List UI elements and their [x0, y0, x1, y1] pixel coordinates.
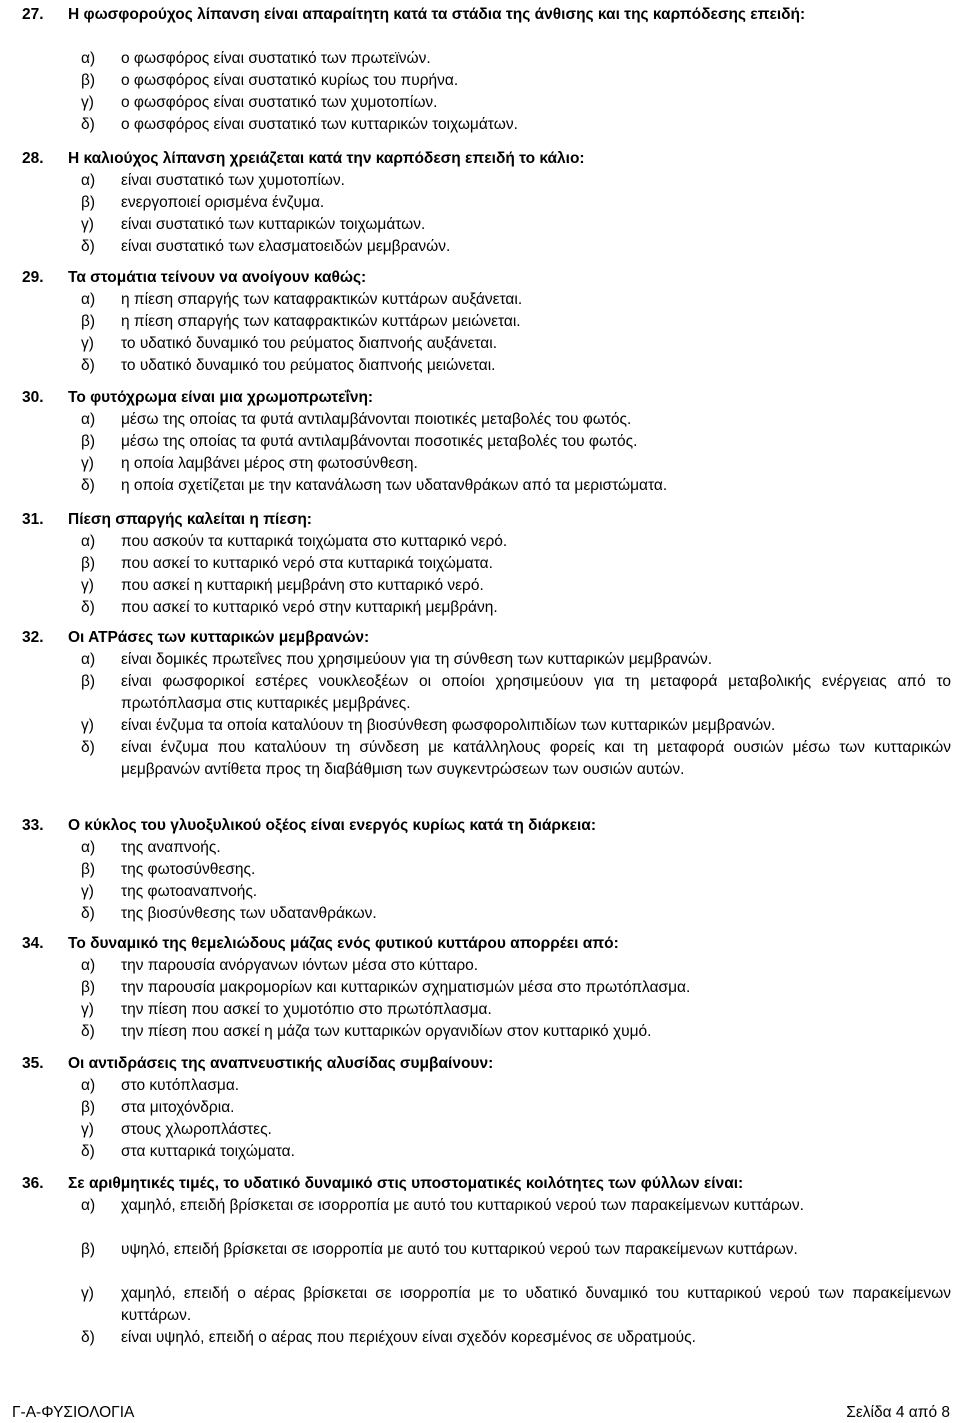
- option-letter: γ): [81, 1285, 94, 1302]
- option-letter: δ): [81, 1023, 95, 1040]
- option-letter: δ): [81, 599, 95, 616]
- option-letter: β): [81, 673, 96, 690]
- option-text: την παρουσία ανόργανων ιόντων μέσα στο κύτταρο.: [121, 957, 479, 974]
- option-letter: γ): [81, 1121, 94, 1138]
- option-letter: β): [81, 433, 96, 450]
- option-text: της αναπνοής.: [121, 839, 221, 856]
- option-text: είναι φωσφορικοί εστέρες νουκλεοξέων οι οποίοι χρησιμεύουν για τη μεταφορά μεταβολικής ενέργειας από το πρωτόπλασμα στις κυτταρικές μεμβράνες.: [121, 673, 951, 712]
- option-text: στους χλωροπλάστες.: [121, 1121, 272, 1138]
- question-stem: Τα στομάτια τείνουν να ανοίγουν καθώς:: [68, 269, 367, 286]
- question-stem: Το φυτόχρωμα είναι μια χρωμοπρωτεΐνη:: [68, 389, 374, 406]
- option-text: ο φωσφόρος είναι συστατικό κυρίως του πυρήνα.: [121, 72, 459, 89]
- question-number: 29.: [22, 269, 44, 286]
- question-number: 31.: [22, 511, 44, 528]
- option-letter: γ): [81, 577, 94, 594]
- option-text: την παρουσία μακρομορίων και κυτταρικών σχηματισμών μέσα στο πρωτόπλασμα.: [121, 979, 691, 996]
- option-text: της βιοσύνθεσης των υδατανθράκων.: [121, 905, 377, 922]
- option-text: μέσω της οποίας τα φυτά αντιλαμβάνονται ποιοτικές μεταβολές του φωτός.: [121, 411, 632, 428]
- option-letter: α): [81, 533, 96, 550]
- option-letter: α): [81, 411, 96, 428]
- option-letter: β): [81, 1099, 96, 1116]
- question-number: 36.: [22, 1175, 44, 1192]
- option-text: είναι συστατικό των κυτταρικών τοιχωμάτων.: [121, 216, 426, 233]
- option-text: είναι συστατικό των χυμοτοπίων.: [121, 172, 345, 189]
- option-letter: δ): [81, 1329, 95, 1346]
- option-text: που ασκεί η κυτταρική μεμβράνη στο κυτταρικό νερό.: [121, 577, 484, 594]
- option-letter: α): [81, 957, 96, 974]
- option-text: είναι συστατικό των ελασματοειδών μεμβρανών.: [121, 238, 451, 255]
- question-stem: Σε αριθμητικές τιμές, το υδατικό δυναμικό στις υποστοματικές κοιλότητες των φύλλων είναι:: [68, 1175, 744, 1192]
- option-text: το υδατικό δυναμικό του ρεύματος διαπνοής αυξάνεται.: [121, 335, 498, 352]
- question-number: 32.: [22, 629, 44, 646]
- option-text: ενεργοποιεί ορισμένα ένζυμα.: [121, 194, 325, 211]
- option-text: είναι δομικές πρωτεΐνες που χρησιμεύουν για τη σύνθεση των κυτταρικών μεμβρανών.: [121, 651, 713, 668]
- option-letter: δ): [81, 477, 95, 494]
- option-text: της φωτοσύνθεσης.: [121, 861, 256, 878]
- option-letter: β): [81, 313, 96, 330]
- question-stem: Οι αντιδράσεις της αναπνευστικής αλυσίδας συμβαίνουν:: [68, 1055, 494, 1072]
- question-stem: Οι ΑΤΡάσες των κυτταρικών μεμβρανών:: [68, 629, 370, 646]
- question-number: 30.: [22, 389, 44, 406]
- option-letter: β): [81, 72, 96, 89]
- option-text: ο φωσφόρος είναι συστατικό των πρωτεϊνών.: [121, 50, 431, 67]
- option-text: στα μιτοχόνδρια.: [121, 1099, 235, 1116]
- option-text: στο κυτόπλασμα.: [121, 1077, 240, 1094]
- option-letter: α): [81, 651, 96, 668]
- option-letter: β): [81, 555, 96, 572]
- option-letter: β): [81, 979, 96, 996]
- option-letter: α): [81, 172, 96, 189]
- option-letter: γ): [81, 717, 94, 734]
- option-letter: α): [81, 291, 96, 308]
- option-letter: β): [81, 861, 96, 878]
- option-letter: β): [81, 1241, 96, 1258]
- question-number: 27.: [22, 6, 44, 23]
- option-text: ο φωσφόρος είναι συστατικό των κυτταρικών τοιχωμάτων.: [121, 116, 518, 133]
- option-letter: α): [81, 839, 96, 856]
- option-letter: δ): [81, 1143, 95, 1160]
- option-text: που ασκεί το κυτταρικό νερό στα κυτταρικά τοιχώματα.: [121, 555, 493, 572]
- option-text: η πίεση σπαργής των καταφρακτικών κυττάρων αυξάνεται.: [121, 291, 523, 308]
- question-number: 35.: [22, 1055, 44, 1072]
- option-text: χαμηλό, επειδή ο αέρας βρίσκεται σε ισορροπία με το υδατικό δυναμικό του κυτταρικού νερού των παρακείμενων κυττάρων.: [121, 1285, 951, 1324]
- option-letter: α): [81, 1197, 96, 1214]
- option-letter: β): [81, 194, 96, 211]
- option-text: που ασκεί το κυτταρικό νερό στην κυτταρική μεμβράνη.: [121, 599, 498, 616]
- option-letter: δ): [81, 238, 95, 255]
- footer-page-number: Σελίδα 4 από 8: [846, 1404, 950, 1421]
- option-text: ο φωσφόρος είναι συστατικό των χυμοτοπίων.: [121, 94, 438, 111]
- option-letter: α): [81, 50, 96, 67]
- question-stem: Η φωσφορούχος λίπανση είναι απαραίτητη κατά τα στάδια της άνθισης και της καρπόδεσης επειδή:: [68, 6, 806, 23]
- option-text: το υδατικό δυναμικό του ρεύματος διαπνοής μειώνεται.: [121, 357, 496, 374]
- option-text: την πίεση που ασκεί η μάζα των κυτταρικών οργανιδίων στον κυτταρικό χυμό.: [121, 1023, 652, 1040]
- option-text: είναι ένζυμα που καταλύουν τη σύνδεση με κατάλληλους φορείς και τη μεταφορά ουσιών μέσω των κυτταρικών μεμβρανών αντίθετα προς τη διαβάθμιση των συγκεντρώσεων των ουσιών αυτών.: [121, 739, 951, 778]
- option-text: η οποία σχετίζεται με την κατανάλωση των υδατανθράκων από τα μεριστώματα.: [121, 477, 668, 494]
- option-letter: γ): [81, 455, 94, 472]
- option-text: την πίεση που ασκεί το χυμοτόπιο στο πρωτόπλασμα.: [121, 1001, 492, 1018]
- option-letter: γ): [81, 216, 94, 233]
- option-text: η πίεση σπαργής των καταφρακτικών κυττάρων μειώνεται.: [121, 313, 521, 330]
- question-number: 28.: [22, 150, 44, 167]
- option-letter: α): [81, 1077, 96, 1094]
- option-letter: δ): [81, 905, 95, 922]
- option-text: της φωτοαναπνοής.: [121, 883, 258, 900]
- option-text: μέσω της οποίας τα φυτά αντιλαμβάνονται ποσοτικές μεταβολές του φωτός.: [121, 433, 638, 450]
- question-stem: Το δυναμικό της θεμελιώδους μάζας ενός φυτικού κυττάρου απορρέει από:: [68, 935, 619, 952]
- option-text: είναι ένζυμα τα οποία καταλύουν τη βιοσύνθεση φωσφορολιπιδίων των κυτταρικών μεμβρανών.: [121, 717, 776, 734]
- option-text: η οποία λαμβάνει μέρος στη φωτοσύνθεση.: [121, 455, 418, 472]
- option-letter: δ): [81, 116, 95, 133]
- option-letter: δ): [81, 739, 95, 756]
- option-letter: γ): [81, 335, 94, 352]
- option-text: χαμηλό, επειδή βρίσκεται σε ισορροπία με αυτό του κυτταρικού νερού των παρακείμενων κυττάρων.: [121, 1197, 804, 1214]
- option-letter: γ): [81, 94, 94, 111]
- question-number: 33.: [22, 817, 44, 834]
- option-text: υψηλό, επειδή βρίσκεται σε ισορροπία με αυτό του κυτταρικού νερού των παρακείμενων κυττάρων.: [121, 1241, 798, 1258]
- question-stem: Ο κύκλος του γλυοξυλικού οξέος είναι ενεργός κυρίως κατά τη διάρκεια:: [68, 817, 596, 834]
- question-stem: Πίεση σπαργής καλείται η πίεση:: [68, 511, 312, 528]
- question-stem: Η καλιούχος λίπανση χρειάζεται κατά την καρπόδεση επειδή το κάλιο:: [68, 150, 585, 167]
- option-letter: γ): [81, 883, 94, 900]
- option-letter: γ): [81, 1001, 94, 1018]
- question-number: 34.: [22, 935, 44, 952]
- option-text: είναι υψηλό, επειδή ο αέρας που περιέχουν είναι σχεδόν κορεσμένος σε υδρατμούς.: [121, 1329, 696, 1346]
- footer-course-title: Γ-Α-ΦΥΣΙΟΛΟΓΙΑ: [12, 1404, 135, 1421]
- option-text: στα κυτταρικά τοιχώματα.: [121, 1143, 295, 1160]
- option-text: που ασκούν τα κυτταρικά τοιχώματα στο κυτταρικό νερό.: [121, 533, 508, 550]
- option-letter: δ): [81, 357, 95, 374]
